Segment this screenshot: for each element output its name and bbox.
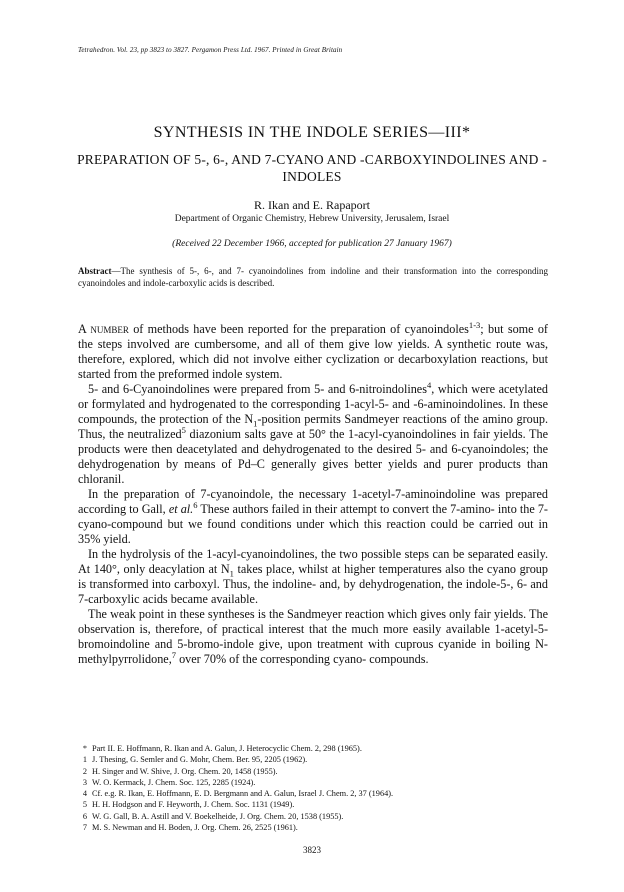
citation-marker: 5	[181, 424, 186, 435]
abstract	[78, 265, 548, 289]
footnote-text: H. H. Hodgson and F. Heyworth, J. Chem. Soc. 1131 (1949).	[92, 800, 295, 810]
paragraph-lead: A number	[78, 322, 129, 336]
page-number: 3823	[303, 845, 321, 855]
footnote-text: J. Thesing, G. Semler and G. Mohr, Chem. Ber. 95, 2205 (1962).	[92, 755, 308, 765]
footnote	[78, 799, 548, 810]
footnote	[78, 743, 548, 754]
footnote-text: W. O. Kermack, J. Chem. Soc. 125, 2285 (1924).	[92, 777, 256, 787]
footnote-mark: 2	[82, 766, 88, 776]
paragraph-4	[78, 547, 548, 607]
paragraph-text: In the preparation of 7-cyanoindole, the necessary 1-acetyl-7-aminoindoline was prepared according to Gall,	[78, 487, 548, 516]
paragraph-5	[78, 607, 548, 667]
footnote-text: H. Singer and W. Shive, J. Org. Chem. 20, 1458 (1955).	[92, 766, 278, 776]
paragraph-text: of methods have been reported for the preparation of cyanoindoles	[128, 322, 469, 336]
paragraph-text: over 70% of the corresponding cyano- compounds.	[176, 652, 429, 666]
footnote-text: W. G. Gall, B. A. Astill and V. Boekelheide, J. Org. Chem. 20, 1538 (1955).	[92, 811, 344, 821]
paragraph-text: These authors failed in their attempt to convert the 7-amino- into the 7-cyano-compound but we found conditions under which this reaction could be carried out in 35% yield.	[78, 502, 548, 546]
paper-subtitle: PREPARATION OF 5-, 6-, AND 7-CYANO AND -CARBOXYINDOLINES AND -INDOLES	[77, 152, 547, 184]
footnote	[78, 777, 548, 788]
footnote-text: M. S. Newman and H. Boden, J. Org. Chem. 26, 2525 (1961).	[92, 823, 298, 833]
paragraph-text: 5- and 6-Cyanoindolines were prepared from 5- and 6-nitroindolines	[88, 382, 427, 396]
footnote	[78, 754, 548, 765]
italic-text: et al.	[168, 502, 194, 516]
citation-marker: 4	[426, 379, 432, 390]
paragraph-text: In the hydrolysis of the 1-acyl-cyanoindolines, the two possible steps can be separated easily. At 140°, only deacylation at N	[78, 547, 548, 576]
citation-marker: 7	[171, 649, 177, 660]
footnote-text: Cf. e.g. R. Ikan, E. Hoffmann, E. D. Bergmann and A. Galun, Israel J. Chem. 2, 37 (1964).	[92, 789, 394, 799]
footnote-mark: 6	[82, 811, 88, 821]
paragraph-text: , which were acetylated or formylated and hydrogenated to the corresponding 1-acyl-5- and -6-aminoindolines. In these compounds, the protection of the N	[78, 382, 548, 426]
footnote-mark: 4	[82, 789, 88, 799]
paragraph-text: takes place, whilst at higher temperatures also the cyano group is transformed into carboxyl. Thus, the indoline- and, by dehydrogenation, the indole-5-, 6- and 7-carboxylic acids became available.	[78, 562, 548, 606]
footnote-mark: 3	[82, 777, 88, 787]
received-date: (Received 22 December 1966, accepted for publication 27 January 1967)	[172, 239, 452, 249]
abstract-text: —The synthesis of 5-, 6-, and 7- cyanoindolines from indoline and their transformation into the corresponding cyanoindoles and indole-carboxylic acids is described.	[78, 266, 548, 288]
citation-marker: 1-3	[468, 319, 481, 330]
paragraph-text: -position permits Sandmeyer reactions of the amino group. Thus, the neutralized	[78, 412, 548, 441]
journal-header: Tetrahedron. Vol. 23, pp 3823 to 3827. Pergamon Press Ltd. 1967. Printed in Great Britain	[78, 46, 343, 54]
footnote	[78, 811, 548, 822]
paragraph-1	[78, 319, 548, 382]
footnote	[78, 766, 548, 777]
footnote-mark: 7	[82, 823, 88, 833]
footnotes	[78, 743, 548, 833]
citation-marker: 6	[193, 499, 198, 510]
footnote-mark: 1	[82, 755, 88, 765]
paragraph-3	[78, 487, 548, 547]
footnote	[78, 822, 548, 833]
paragraph-2	[78, 379, 548, 487]
footnote-mark: 5	[82, 800, 88, 810]
affiliation: Department of Organic Chemistry, Hebrew University, Jerusalem, Israel	[174, 214, 450, 224]
subscript: 1	[229, 568, 234, 579]
footnote	[78, 788, 548, 799]
paragraph-text: diazonium salts gave at 50° the 1-acyl-cyanoindolines in fair yields. The products were then deacetylated and dehydrogenated to the desired 5- and 6-cyanoindoles; the dehydrogenation by means of Pd–C generally gives better yields and purer products than chloranil.	[78, 427, 548, 486]
author-line: R. Ikan and E. Rapaport	[254, 198, 370, 212]
subscript: 1	[253, 418, 258, 429]
body-text	[78, 319, 548, 667]
paper-title: SYNTHESIS IN THE INDOLE SERIES—III*	[153, 124, 471, 141]
footnote-text: Part II. E. Hoffmann, R. Ikan and A. Galun, J. Heterocyclic Chem. 2, 298 (1965).	[92, 744, 362, 753]
paragraph-text: ; but some of the steps involved are cumbersome, and all of them give low yields. A synthetic route was, therefore, explored, which did not involve either cyclization or decarboxylation reactions, but started from the preformed indole system.	[78, 322, 548, 381]
footnote-mark: *	[82, 744, 88, 753]
paragraph-text: The weak point in these syntheses is the Sandmeyer reaction which gives only fair yields. The observation is, therefore, of practical interest that the much more easily available 1-acetyl-5-bromoindoline and 5-bromo-indole give, upon treatment with cuprous cyanide in boiling N-methylpyrrolidone,	[78, 607, 548, 666]
abstract-label: Abstract	[78, 266, 112, 276]
